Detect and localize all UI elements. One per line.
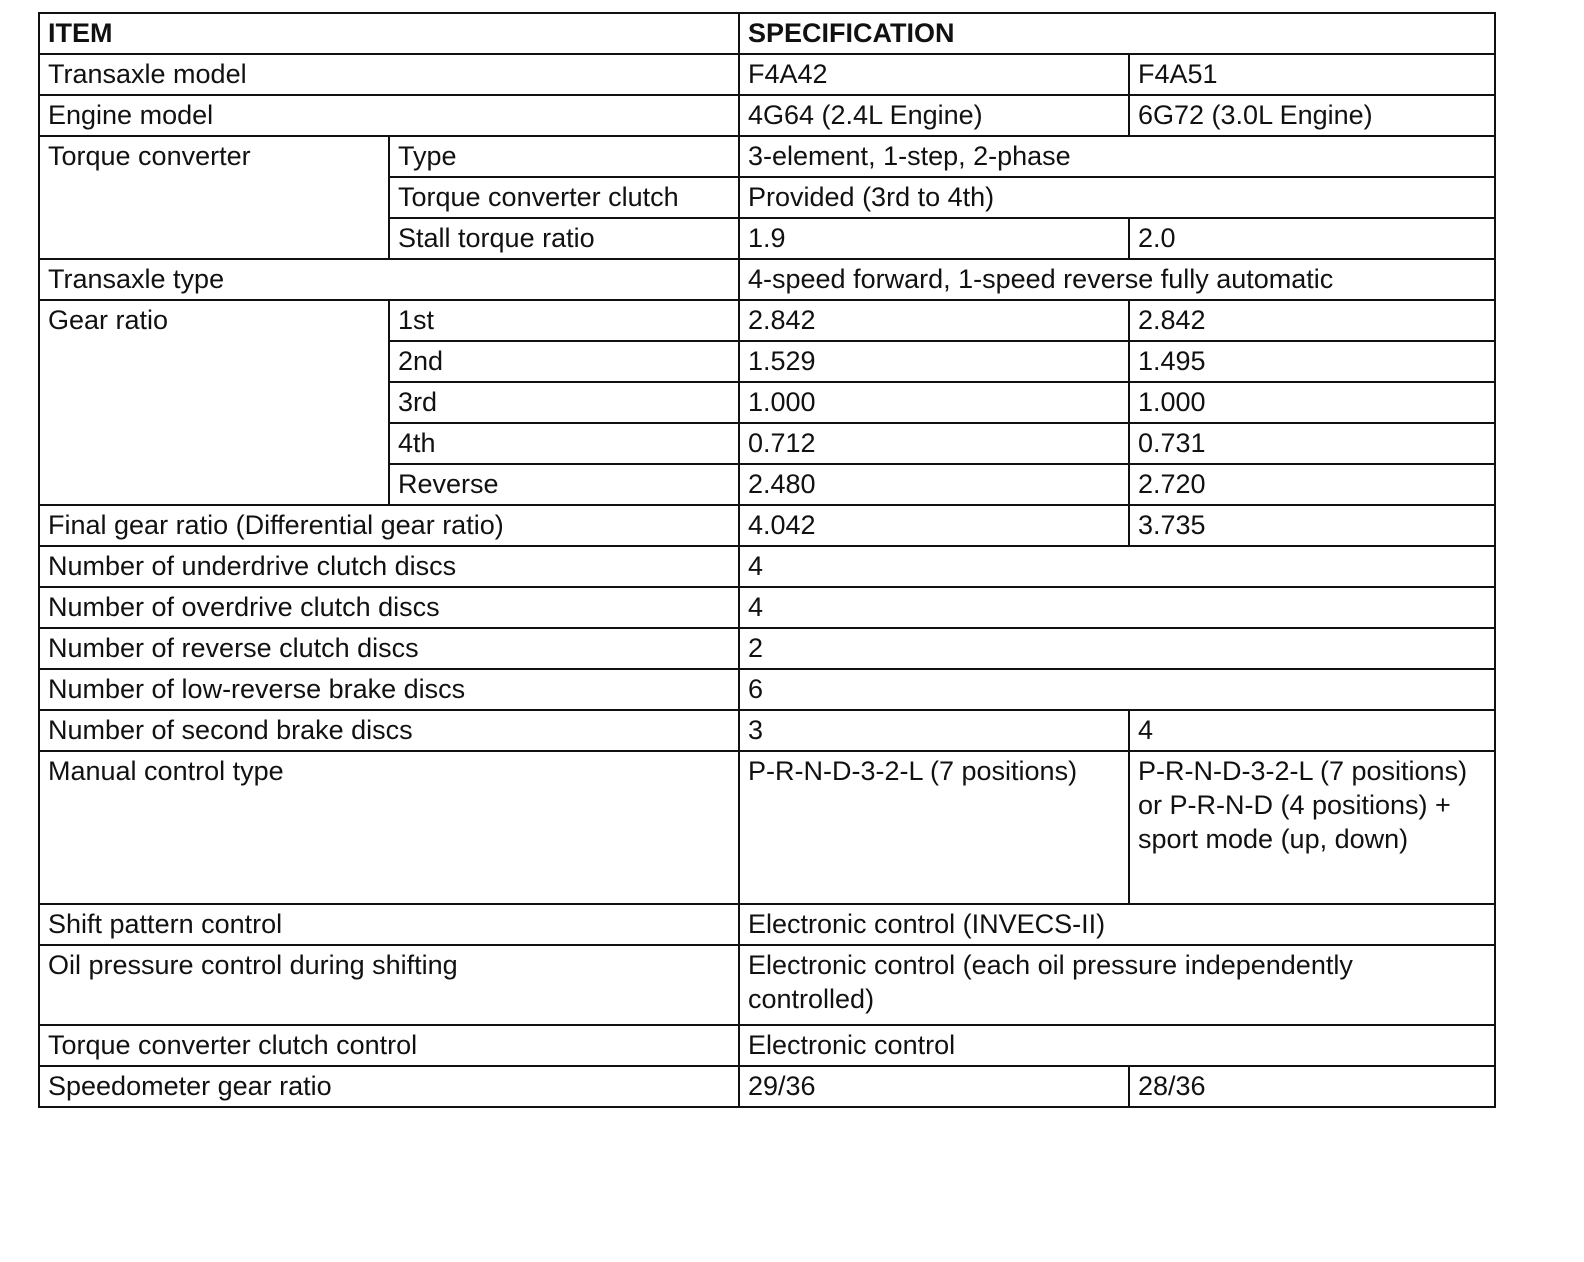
table-row [39,95,1495,136]
value-shared: 2 [739,628,1495,669]
value-shared: Provided (3rd to 4th) [739,177,1495,218]
value-f4a42: 3 [739,710,1129,751]
table-row [39,54,1495,95]
value-shared: 4-speed forward, 1-speed reverse fully automatic [739,259,1495,300]
value-f4a42: 1.9 [739,218,1129,259]
value-shared: Electronic control [739,1025,1495,1066]
value-f4a42: 4G64 (2.4L Engine) [739,95,1129,136]
sub-label: 2nd [389,341,739,382]
sub-label: Reverse [389,464,739,505]
value-f4a51: 3.735 [1129,505,1495,546]
row-label: Torque converter clutch control [39,1025,739,1066]
row-label: Transaxle model [39,54,739,95]
value-f4a42: 29/36 [739,1066,1129,1107]
value-shared: Electronic control (INVECS-II) [739,904,1495,945]
row-label: Number of low-reverse brake discs [39,669,739,710]
sub-label: Type [389,136,739,177]
sub-label: 3rd [389,382,739,423]
value-f4a42: 1.000 [739,382,1129,423]
value-f4a51: 1.495 [1129,341,1495,382]
value-f4a51: F4A51 [1129,54,1495,95]
table-row [39,1025,1495,1066]
row-label: Transaxle type [39,259,739,300]
table-row [39,945,1495,1025]
row-label: Speedometer gear ratio [39,1066,739,1107]
value-shared: 6 [739,669,1495,710]
table-row [39,1066,1495,1107]
table-row [39,546,1495,587]
value-shared: 4 [739,546,1495,587]
value-shared: Electronic control (each oil pressure independently controlled) [739,945,1495,1025]
value-f4a51: P-R-N-D-3-2-L (7 positions) or P-R-N-D (4 positions) + sport mode (up, down) [1129,751,1495,904]
value-f4a51: 6G72 (3.0L Engine) [1129,95,1495,136]
header-specification: SPECIFICATION [739,13,1495,54]
row-label: Final gear ratio (Differential gear ratio) [39,505,739,546]
value-f4a51: 1.000 [1129,382,1495,423]
row-label: Number of overdrive clutch discs [39,587,739,628]
value-f4a51: 2.720 [1129,464,1495,505]
row-label: Torque converter [39,136,389,259]
row-label: Manual control type [39,751,739,904]
value-f4a42: F4A42 [739,54,1129,95]
table-row [39,300,1495,341]
value-f4a42: 4.042 [739,505,1129,546]
table-row [39,259,1495,300]
table-row [39,136,1495,177]
value-f4a42: 2.842 [739,300,1129,341]
row-label: Gear ratio [39,300,389,505]
value-f4a42: P-R-N-D-3-2-L (7 positions) [739,751,1129,904]
header-item: ITEM [39,13,739,54]
value-f4a51: 2.0 [1129,218,1495,259]
table-row [39,628,1495,669]
value-f4a42: 1.529 [739,341,1129,382]
row-label: Number of reverse clutch discs [39,628,739,669]
header-row [39,13,1495,54]
table-row [39,751,1495,904]
row-label: Shift pattern control [39,904,739,945]
row-label: Number of underdrive clutch discs [39,546,739,587]
sub-label: Stall torque ratio [389,218,739,259]
row-label: Engine model [39,95,739,136]
sub-label: Torque converter clutch [389,177,739,218]
value-f4a51: 4 [1129,710,1495,751]
table-row [39,505,1495,546]
value-f4a51: 0.731 [1129,423,1495,464]
value-shared: 3-element, 1-step, 2-phase [739,136,1495,177]
row-label: Number of second brake discs [39,710,739,751]
table-row [39,669,1495,710]
table-row [39,904,1495,945]
sub-label: 4th [389,423,739,464]
value-f4a51: 2.842 [1129,300,1495,341]
table-row [39,710,1495,751]
table-row [39,587,1495,628]
value-shared: 4 [739,587,1495,628]
row-label: Oil pressure control during shifting [39,945,739,1025]
value-f4a51: 28/36 [1129,1066,1495,1107]
specification-table [38,12,1496,1108]
value-f4a42: 2.480 [739,464,1129,505]
sub-label: 1st [389,300,739,341]
value-f4a42: 0.712 [739,423,1129,464]
